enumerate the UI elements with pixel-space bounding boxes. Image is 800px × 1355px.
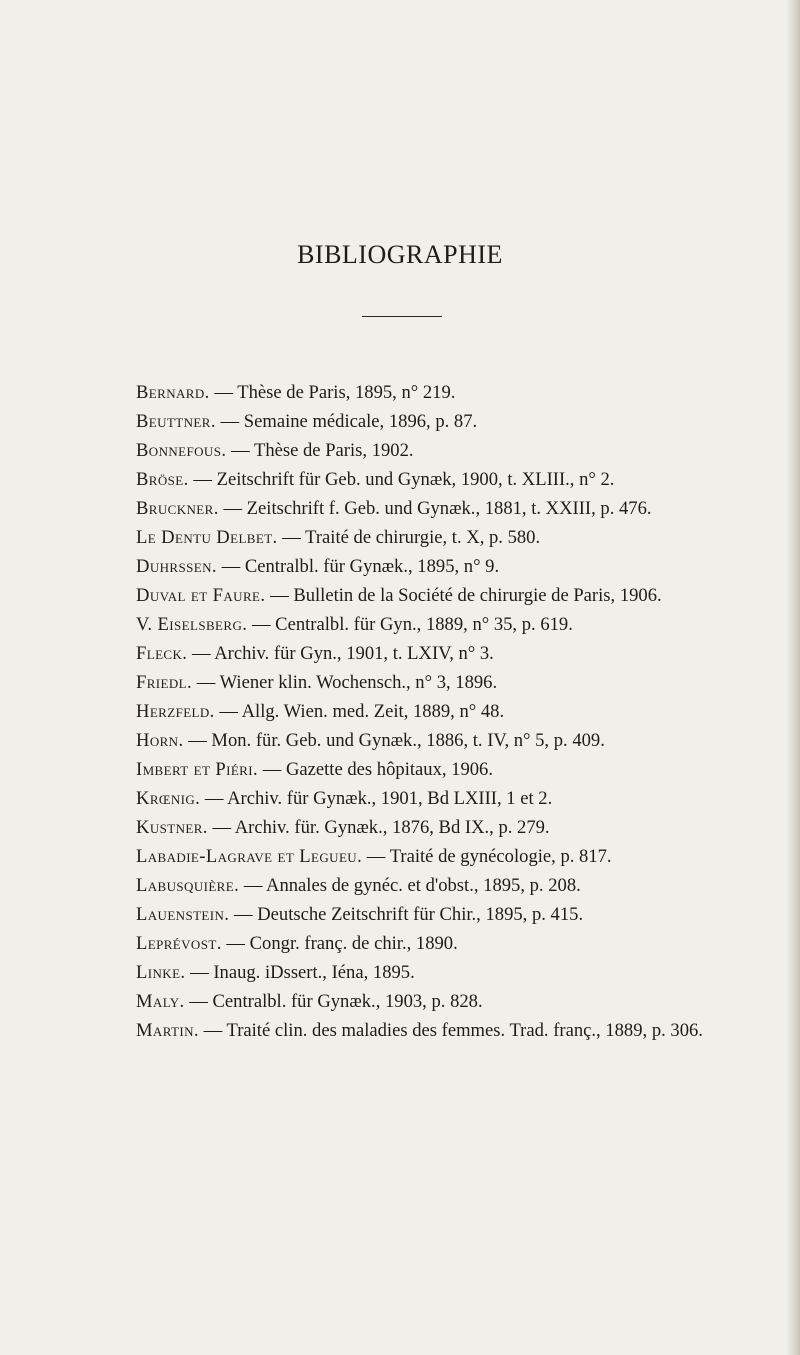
bibliography-list (136, 378, 776, 1045)
entry-author: Krœnig. (136, 788, 201, 809)
entry-author: Imbert et Piéri. (136, 759, 259, 780)
bibliography-entry (136, 465, 776, 494)
bibliography-entry (136, 494, 776, 523)
bibliography-entry (136, 842, 776, 871)
entry-reference: — Thèse de Paris, 1895, n° 219. (214, 382, 456, 403)
entry-reference: — Thèse de Paris, 1902. (231, 440, 414, 461)
entry-reference: — Traité de chirurgie, t. X, p. 580. (282, 527, 541, 548)
bibliography-entry (136, 755, 776, 784)
entry-reference: — Archiv. für. Gynæk., 1876, Bd IX., p. 279. (212, 817, 550, 838)
entry-reference: — Bulletin de la Société de chirurgie de Paris, 1906. (270, 585, 662, 606)
entry-author: Lauenstein. (136, 904, 230, 925)
bibliography-entry (136, 1016, 776, 1045)
bibliography-entry (136, 871, 776, 900)
entry-reference: — Zeitschrift für Geb. und Gynæk, 1900, t. XLIII., n° 2. (193, 469, 615, 490)
entry-author: Maly. (136, 991, 185, 1012)
bibliography-entry (136, 987, 776, 1016)
entry-author: Bröse. (136, 469, 189, 490)
bibliography-entry (136, 929, 776, 958)
entry-reference: — Archiv. für Gynæk., 1901, Bd LXIII, 1 et 2. (204, 788, 553, 809)
bibliography-entry (136, 552, 776, 581)
entry-reference: — Semaine médicale, 1896, p. 87. (220, 411, 478, 432)
entry-author: Bernard. (136, 382, 210, 403)
bibliography-entry (136, 958, 776, 987)
entry-reference: — Mon. für. Geb. und Gynæk., 1886, t. IV, n° 5, p. 409. (188, 730, 605, 751)
entry-reference: — Zeitschrift f. Geb. und Gynæk., 1881, t. XXIII, p. 476. (223, 498, 652, 519)
entry-reference: — Centralbl. für Gynæk., 1903, p. 828. (189, 991, 483, 1012)
entry-reference: — Deutsche Zeitschrift für Chir., 1895, p. 415. (234, 904, 584, 925)
entry-author: Linke. (136, 962, 186, 983)
entry-reference: — Centralbl. für Gyn., 1889, n° 35, p. 619. (251, 614, 573, 635)
bibliography-entry (136, 523, 776, 552)
entry-author: Labadie-Lagrave et Legueu. (136, 846, 363, 867)
entry-author: Duhrssen. (136, 556, 217, 577)
bibliography-entry (136, 378, 776, 407)
entry-reference: — Annales de gynéc. et d'obst., 1895, p. 208. (243, 875, 581, 896)
entry-reference: — Wiener klin. Wochensch., n° 3, 1896. (196, 672, 498, 693)
title-divider (362, 316, 442, 317)
entry-author: Martin. (136, 1020, 199, 1041)
entry-reference: — Traité de gynécologie, p. 817. (366, 846, 612, 867)
page-title: BIBLIOGRAPHIE (297, 240, 503, 269)
entry-reference: — Archiv. für Gyn., 1901, t. LXIV, n° 3. (192, 643, 494, 664)
entry-author: Labusquière. (136, 875, 240, 896)
bibliography-entry (136, 581, 776, 610)
bibliography-entry (136, 900, 776, 929)
entry-author: Duval et Faure. (136, 585, 266, 606)
page-edge-shadow (786, 0, 800, 1355)
entry-author: Bonnefous. (136, 440, 227, 461)
entry-author: Le Dentu Delbet. (136, 527, 278, 548)
bibliography-entry (136, 697, 776, 726)
entry-author: Leprévost. (136, 933, 222, 954)
entry-author: Fleck. (136, 643, 188, 664)
entry-author: Herzfeld. (136, 701, 215, 722)
bibliography-entry (136, 436, 776, 465)
bibliography-entry (136, 726, 776, 755)
bibliography-entry (136, 407, 776, 436)
entry-author: Horn. (136, 730, 184, 751)
entry-author: Bruckner. (136, 498, 219, 519)
entry-reference: — Inaug. iDssert., Iéna, 1895. (190, 962, 415, 983)
entry-author: Beuttner. (136, 411, 216, 432)
entry-author: V. Eiselsberg. (136, 614, 248, 635)
bibliography-entry (136, 784, 776, 813)
bibliography-entry (136, 639, 776, 668)
entry-reference: — Gazette des hôpitaux, 1906. (262, 759, 494, 780)
entry-author: Kustner. (136, 817, 208, 838)
entry-reference: — Congr. franç. de chir., 1890. (226, 933, 458, 954)
bibliography-entry (136, 813, 776, 842)
bibliography-entry (136, 610, 776, 639)
entry-reference: — Centralbl. für Gynæk., 1895, n° 9. (221, 556, 500, 577)
bibliography-entry (136, 668, 776, 697)
entry-reference: — Allg. Wien. med. Zeit, 1889, n° 48. (219, 701, 505, 722)
entry-author: Friedl. (136, 672, 193, 693)
entry-reference: — Traité clin. des maladies des femmes. Trad. franç., 1889, p. 306. (203, 1020, 703, 1041)
